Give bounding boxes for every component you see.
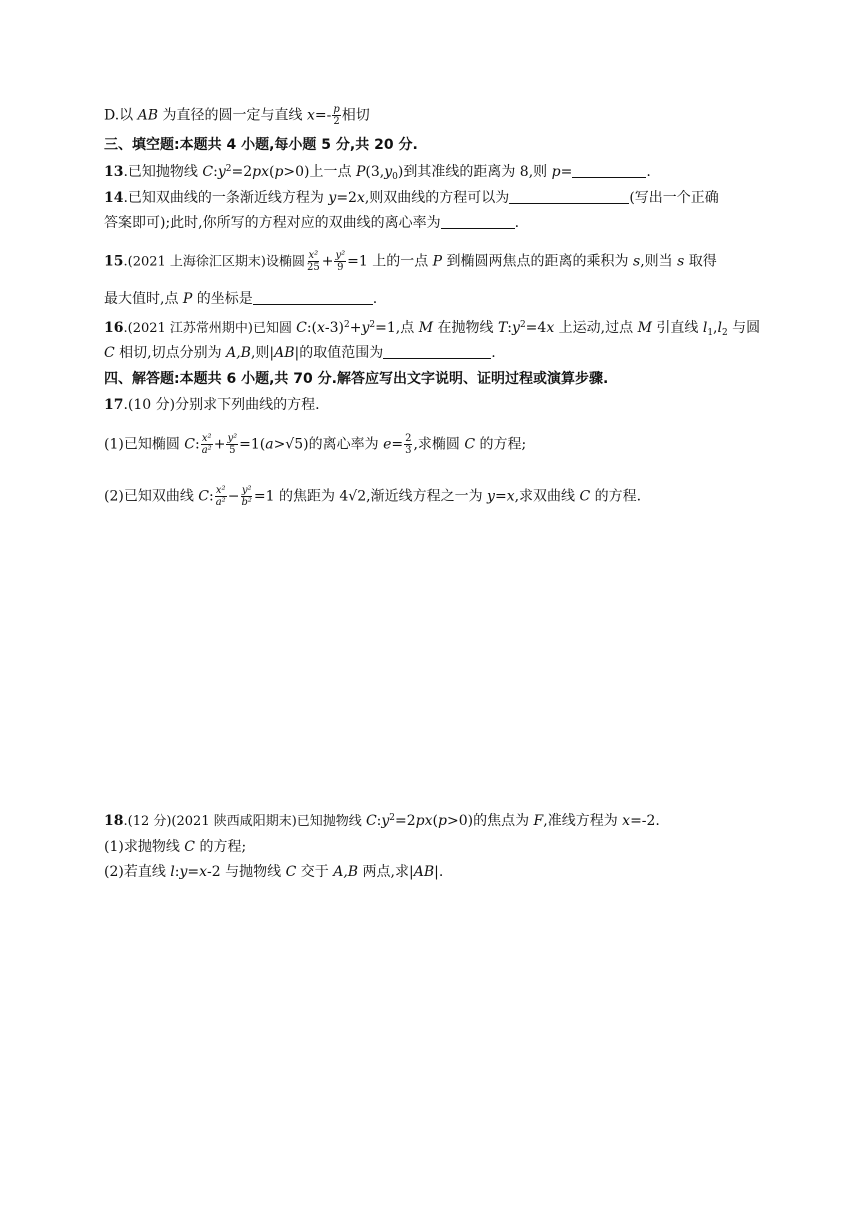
denominator: a² bbox=[201, 445, 212, 456]
question-number: 14 bbox=[104, 190, 124, 206]
var: M bbox=[637, 320, 652, 336]
var: y bbox=[384, 164, 393, 180]
text: : bbox=[213, 164, 218, 180]
var: C bbox=[184, 839, 195, 855]
text: -3) bbox=[324, 320, 345, 336]
text: ( bbox=[268, 164, 275, 180]
numerator: y² bbox=[227, 433, 238, 444]
question-16-cont bbox=[104, 343, 496, 363]
var: y bbox=[512, 320, 520, 336]
section-3-heading: 三、填空题:本题共 4 小题,每小题 5 分,共 20 分. bbox=[104, 137, 418, 153]
var: F bbox=[533, 813, 544, 829]
question-number: 13 bbox=[104, 164, 124, 180]
var: C bbox=[365, 813, 377, 829]
question-number: 16 bbox=[104, 320, 124, 336]
exponent: 2 bbox=[389, 813, 396, 823]
var: M bbox=[418, 320, 434, 336]
text: =1 上的一点 bbox=[347, 253, 433, 270]
text: 的方程; bbox=[195, 839, 247, 855]
text: -2 与抛物线 bbox=[207, 864, 286, 880]
var: px bbox=[252, 164, 269, 180]
var: A,B bbox=[226, 345, 251, 361]
var: x bbox=[622, 813, 631, 829]
var: AB bbox=[413, 864, 435, 880]
text: 的方程. bbox=[590, 488, 642, 505]
text: ,求双曲线 bbox=[514, 488, 580, 505]
var: s bbox=[633, 253, 641, 270]
var: l bbox=[702, 320, 708, 336]
var: P bbox=[182, 291, 193, 307]
fraction bbox=[226, 433, 238, 456]
text: 取得 bbox=[684, 253, 717, 270]
var: P bbox=[355, 164, 366, 180]
subscript: 0 bbox=[392, 172, 398, 182]
var: l bbox=[717, 320, 722, 336]
text: 到椭圆两焦点的距离的乘积为 bbox=[442, 253, 633, 270]
question-15 bbox=[104, 250, 717, 273]
text: . bbox=[491, 345, 496, 361]
text: .已知抛物线 bbox=[123, 164, 203, 180]
text: =2 bbox=[395, 813, 416, 829]
exponent: 2 bbox=[344, 320, 350, 330]
var: x bbox=[199, 864, 208, 880]
text: = bbox=[494, 488, 507, 505]
var: y bbox=[361, 320, 370, 336]
fraction bbox=[240, 485, 252, 508]
text: .(10 分)分别求下列曲线的方程. bbox=[123, 397, 320, 413]
text: : bbox=[507, 320, 513, 336]
text: 在抛物线 bbox=[433, 320, 498, 336]
var: T bbox=[497, 320, 508, 336]
denominator: 9 bbox=[337, 262, 344, 273]
text: = bbox=[391, 436, 404, 453]
var: x bbox=[306, 107, 315, 124]
text: 为直径的圆一定与直线 bbox=[158, 107, 307, 124]
var: x bbox=[506, 488, 515, 505]
exponent: 2 bbox=[519, 320, 526, 330]
text: =4 bbox=[525, 320, 547, 336]
text: : bbox=[209, 488, 214, 505]
text: >0)的焦点为 bbox=[446, 813, 534, 829]
var: y bbox=[179, 864, 188, 880]
text: =1 的焦距为 4√2,渐近线方程之一为 bbox=[253, 488, 488, 505]
text: (3, bbox=[365, 164, 385, 180]
var: y bbox=[328, 190, 337, 206]
question-14 bbox=[104, 188, 719, 208]
fraction bbox=[201, 433, 213, 456]
var: e bbox=[383, 436, 392, 453]
text: >0)上一点 bbox=[283, 164, 356, 180]
var: C bbox=[464, 436, 476, 453]
var: a bbox=[265, 436, 274, 453]
text: |的取值范围为 bbox=[294, 345, 384, 361]
var: C bbox=[285, 864, 297, 880]
text: .(2021 江苏常州期中)已知圆 bbox=[123, 321, 297, 336]
question-18 bbox=[104, 811, 660, 832]
fraction bbox=[215, 485, 227, 508]
denominator: 25 bbox=[306, 262, 320, 273]
numerator: x² bbox=[201, 433, 212, 444]
var: px bbox=[415, 813, 433, 829]
text: ,则当 bbox=[640, 253, 678, 270]
text: (2)已知双曲线 bbox=[104, 488, 199, 505]
question-17 bbox=[104, 395, 320, 415]
question-17-part-1 bbox=[104, 433, 526, 456]
text: 相切,切点分别为 bbox=[114, 345, 227, 361]
denominator: 3 bbox=[405, 445, 412, 456]
text: =- bbox=[314, 107, 332, 124]
text: 引直线 bbox=[651, 320, 703, 336]
answer-blank[interactable] bbox=[572, 163, 646, 178]
subscript: 2 bbox=[721, 328, 728, 338]
text: :( bbox=[306, 320, 318, 336]
text: ,准线方程为 bbox=[543, 813, 623, 829]
var: C bbox=[579, 488, 591, 505]
question-18-part-2 bbox=[104, 862, 443, 882]
text: >√5)的离心率为 bbox=[273, 436, 384, 453]
var: y bbox=[381, 813, 390, 829]
option-d bbox=[104, 104, 370, 127]
denominator: a² bbox=[215, 497, 226, 508]
var: s bbox=[677, 253, 685, 270]
text: 相切 bbox=[341, 107, 370, 124]
text: =1( bbox=[239, 436, 266, 453]
text: ,则| bbox=[250, 345, 275, 361]
var: x bbox=[317, 320, 325, 336]
question-16 bbox=[104, 318, 760, 339]
answer-blank[interactable] bbox=[383, 344, 491, 359]
question-number: 15 bbox=[104, 253, 124, 270]
text: 的方程; bbox=[475, 436, 527, 453]
text: = bbox=[560, 164, 573, 180]
text: 与圆 bbox=[727, 320, 761, 336]
var: p bbox=[274, 164, 284, 180]
numerator: p bbox=[333, 104, 340, 115]
text: = bbox=[187, 864, 200, 880]
answer-blank[interactable] bbox=[441, 214, 515, 229]
var: P bbox=[432, 253, 443, 270]
text: : bbox=[376, 813, 382, 829]
denominator: b² bbox=[241, 497, 252, 508]
text: D.以 bbox=[104, 107, 138, 124]
fraction bbox=[334, 250, 346, 273]
denominator: 2 bbox=[333, 116, 340, 127]
text: ,则双曲线的方程可以为 bbox=[364, 190, 510, 206]
text: 的坐标是 bbox=[192, 291, 253, 307]
text: =2 bbox=[336, 190, 357, 206]
text: . bbox=[646, 164, 651, 180]
text: =1,点 bbox=[375, 320, 419, 336]
text: (写出一个正确 bbox=[629, 190, 719, 206]
text: − bbox=[227, 488, 240, 505]
text: 上运动,过点 bbox=[554, 320, 638, 336]
numerator: 2 bbox=[405, 433, 412, 444]
var: x bbox=[546, 320, 555, 336]
fraction bbox=[332, 104, 340, 127]
numerator: x² bbox=[308, 250, 319, 261]
text: (1)求抛物线 bbox=[104, 839, 185, 855]
exponent: 2 bbox=[225, 164, 232, 174]
text: (1)已知椭圆 bbox=[104, 436, 185, 453]
text: 两点,求| bbox=[358, 864, 414, 880]
var: l bbox=[170, 864, 175, 880]
text: : bbox=[174, 864, 180, 880]
var: C bbox=[104, 345, 115, 361]
text: + bbox=[349, 320, 362, 336]
text: 答案即可);此时,你所写的方程对应的双曲线的离心率为 bbox=[104, 215, 441, 231]
text: =2 bbox=[231, 164, 253, 180]
numerator: x² bbox=[215, 485, 226, 496]
question-15-cont bbox=[104, 289, 377, 309]
var: p bbox=[438, 813, 447, 829]
section-4-heading: 四、解答题:本题共 6 小题,共 70 分.解答应写出文字说明、证明过程或演算步骤. bbox=[104, 371, 609, 387]
text: + bbox=[213, 436, 226, 453]
text: .(12 分)(2021 陕西咸阳期末)已知抛物线 bbox=[123, 814, 366, 829]
var: C bbox=[184, 436, 195, 453]
text: , bbox=[713, 320, 718, 336]
text: . bbox=[372, 291, 378, 307]
numerator: y² bbox=[335, 250, 346, 261]
text: + bbox=[321, 253, 334, 270]
text: .(2021 上海徐汇区期末)设椭圆 bbox=[123, 254, 305, 270]
numerator: y² bbox=[241, 485, 252, 496]
text: 最大值时,点 bbox=[104, 291, 183, 307]
text: ,求椭圆 bbox=[413, 436, 465, 453]
var: AB bbox=[137, 107, 159, 124]
fraction bbox=[306, 250, 321, 273]
exponent: 2 bbox=[369, 320, 376, 330]
subscript: 1 bbox=[707, 328, 714, 338]
question-17-part-2 bbox=[104, 485, 641, 508]
text: )到其准线的距离为 8,则 bbox=[397, 164, 552, 180]
text: : bbox=[195, 436, 200, 453]
var: C bbox=[296, 320, 307, 336]
text: (2)若直线 bbox=[104, 864, 171, 880]
var: C bbox=[198, 488, 209, 505]
text: . bbox=[514, 215, 520, 231]
var: AB bbox=[274, 345, 295, 361]
text: 交于 bbox=[296, 864, 334, 880]
var: y bbox=[487, 488, 495, 505]
question-18-part-1 bbox=[104, 837, 246, 857]
text: |. bbox=[434, 864, 444, 880]
var: p bbox=[551, 164, 561, 180]
var: A,B bbox=[333, 864, 359, 880]
text: .已知双曲线的一条渐近线方程为 bbox=[123, 190, 329, 206]
var: C bbox=[202, 164, 214, 180]
var: y bbox=[217, 164, 226, 180]
fraction bbox=[404, 433, 412, 456]
text: =-2. bbox=[630, 813, 660, 829]
answer-blank[interactable] bbox=[253, 290, 373, 305]
question-14-cont bbox=[104, 213, 519, 233]
question-number: 18 bbox=[104, 813, 124, 829]
text: ( bbox=[432, 813, 438, 829]
question-13 bbox=[104, 162, 651, 182]
var: x bbox=[356, 190, 365, 206]
answer-blank[interactable] bbox=[509, 189, 629, 204]
question-number: 17 bbox=[104, 397, 124, 413]
denominator: 5 bbox=[229, 445, 236, 456]
